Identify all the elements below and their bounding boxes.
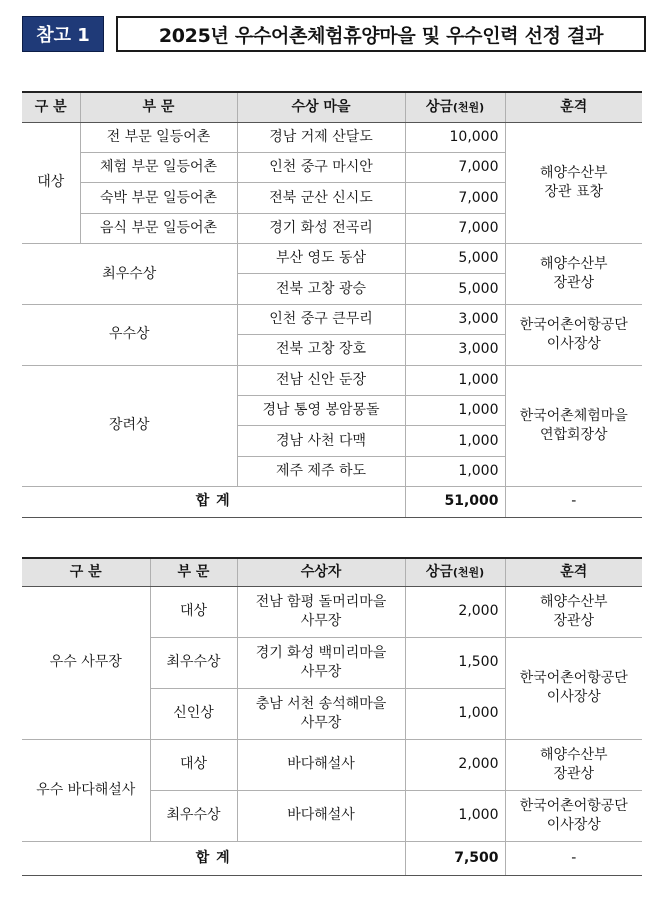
prize-cell: 3,000 [405,304,505,334]
award-line: 해양수산부 [539,593,608,610]
table-row [22,122,642,152]
winner-cell: 바다해설사 [237,790,405,841]
table-header-row [22,558,642,586]
page-title: 2025년 우수어촌체험휴양마을 및 우수인력 선정 결과 [116,16,646,52]
winner-line: 사무장 [300,714,342,731]
division-cell: 체험 부문 일등어촌 [80,152,237,182]
winner-cell [237,688,405,739]
prize-cell: 1,000 [405,688,505,739]
winner-cell: 바다해설사 [237,739,405,790]
village-cell: 제주 제주 하도 [237,456,405,486]
group-guide: 우수 바다해설사 [22,739,150,841]
total-award: - [505,487,642,517]
winner-line: 경기 화성 백미리마을 [255,644,387,661]
award-cell [505,637,642,739]
prize-cell: 1,000 [405,396,505,426]
award-line: 장관상 [553,274,595,291]
winner-line: 사무장 [300,612,342,629]
award-line: 한국어촌어항공단 [519,797,628,814]
village-cell: 경남 통영 봉암몽돌 [237,396,405,426]
winner-line: 충남 서천 송석해마을 [255,695,387,712]
prize-cell: 2,000 [405,586,505,637]
col-header-winner: 수상자 [237,558,405,586]
prize-cell: 1,500 [405,637,505,688]
table-row [22,304,642,334]
prize-unit: (천원) [452,565,485,579]
award-cell [505,122,642,244]
col-header-prize [405,92,505,122]
total-label: 합 계 [22,841,405,875]
village-cell: 전북 군산 신시도 [237,183,405,213]
group-encourage: 장려상 [22,365,237,487]
group-excellent-top: 최우수상 [22,244,237,305]
table-row [22,586,642,637]
group-grand: 대상 [22,122,80,244]
prize-cell: 5,000 [405,274,505,304]
award-cell [505,244,642,305]
division-cell: 신인상 [150,688,237,739]
prize-unit: (천원) [452,100,485,114]
prize-cell: 1,000 [405,365,505,395]
award-line: 한국어촌어항공단 [519,316,628,333]
village-results-table [22,91,642,518]
prize-cell: 7,000 [405,183,505,213]
group-manager: 우수 사무장 [22,586,150,739]
col-header-village: 수상 마을 [237,92,405,122]
village-cell: 전남 신안 둔장 [237,365,405,395]
page-header [22,16,646,52]
prize-cell: 2,000 [405,739,505,790]
group-excellent: 우수상 [22,304,237,365]
total-prize: 51,000 [405,487,505,517]
prize-cell: 3,000 [405,335,505,365]
village-cell: 인천 중구 마시안 [237,152,405,182]
award-line: 연합회장상 [539,426,608,443]
prize-cell: 10,000 [405,122,505,152]
total-award: - [505,841,642,875]
village-cell: 인천 중구 큰무리 [237,304,405,334]
village-cell: 경남 사천 다맥 [237,426,405,456]
village-cell: 경기 화성 전곡리 [237,213,405,243]
award-line: 이사장상 [546,816,601,833]
award-line: 한국어촌어항공단 [519,670,628,687]
award-cell [505,790,642,841]
village-cell: 경남 거제 산달도 [237,122,405,152]
col-header-award: 훈격 [505,558,642,586]
division-cell: 대상 [150,586,237,637]
award-line: 이사장상 [546,335,601,352]
winner-line: 사무장 [300,663,342,680]
table-row [22,739,642,790]
total-label: 합 계 [22,487,405,517]
division-cell: 전 부문 일등어촌 [80,122,237,152]
division-cell: 최우수상 [150,790,237,841]
col-header-division: 부 문 [150,558,237,586]
col-header-category: 구 분 [22,92,80,122]
prize-cell: 1,000 [405,426,505,456]
personnel-results-table [22,557,642,876]
winner-line: 전남 함평 돌머리마을 [255,593,387,610]
table-row [22,244,642,274]
division-cell: 대상 [150,739,237,790]
division-cell: 음식 부문 일등어촌 [80,213,237,243]
award-cell [505,739,642,790]
table-row [22,365,642,395]
award-line: 장관상 [553,612,595,629]
winner-cell [237,586,405,637]
prize-cell: 5,000 [405,244,505,274]
prize-label: 상금 [425,563,453,580]
award-cell [505,586,642,637]
col-header-category: 구 분 [22,558,150,586]
table-header-row [22,92,642,122]
prize-cell: 1,000 [405,790,505,841]
award-cell [505,304,642,365]
award-line: 한국어촌체험마을 [519,408,628,425]
total-row [22,487,642,517]
award-line: 해양수산부 [539,256,608,273]
award-line: 해양수산부 [539,164,608,181]
award-line: 장관 표창 [544,183,604,200]
prize-cell: 7,000 [405,152,505,182]
prize-cell: 1,000 [405,456,505,486]
col-header-prize [405,558,505,586]
village-cell: 전북 고창 광승 [237,274,405,304]
total-row [22,841,642,875]
award-cell [505,365,642,487]
prize-label: 상금 [425,98,453,115]
prize-cell: 7,000 [405,213,505,243]
division-cell: 최우수상 [150,637,237,688]
award-line: 이사장상 [546,689,601,705]
col-header-division: 부 문 [80,92,237,122]
reference-tag: 참고 1 [22,16,104,52]
division-cell: 숙박 부문 일등어촌 [80,183,237,213]
col-header-award: 훈격 [505,92,642,122]
winner-cell [237,637,405,688]
total-prize: 7,500 [405,841,505,875]
village-cell: 부산 영도 동삼 [237,244,405,274]
award-line: 해양수산부 [539,746,608,763]
village-cell: 전북 고창 장호 [237,335,405,365]
award-line: 장관상 [553,765,595,782]
